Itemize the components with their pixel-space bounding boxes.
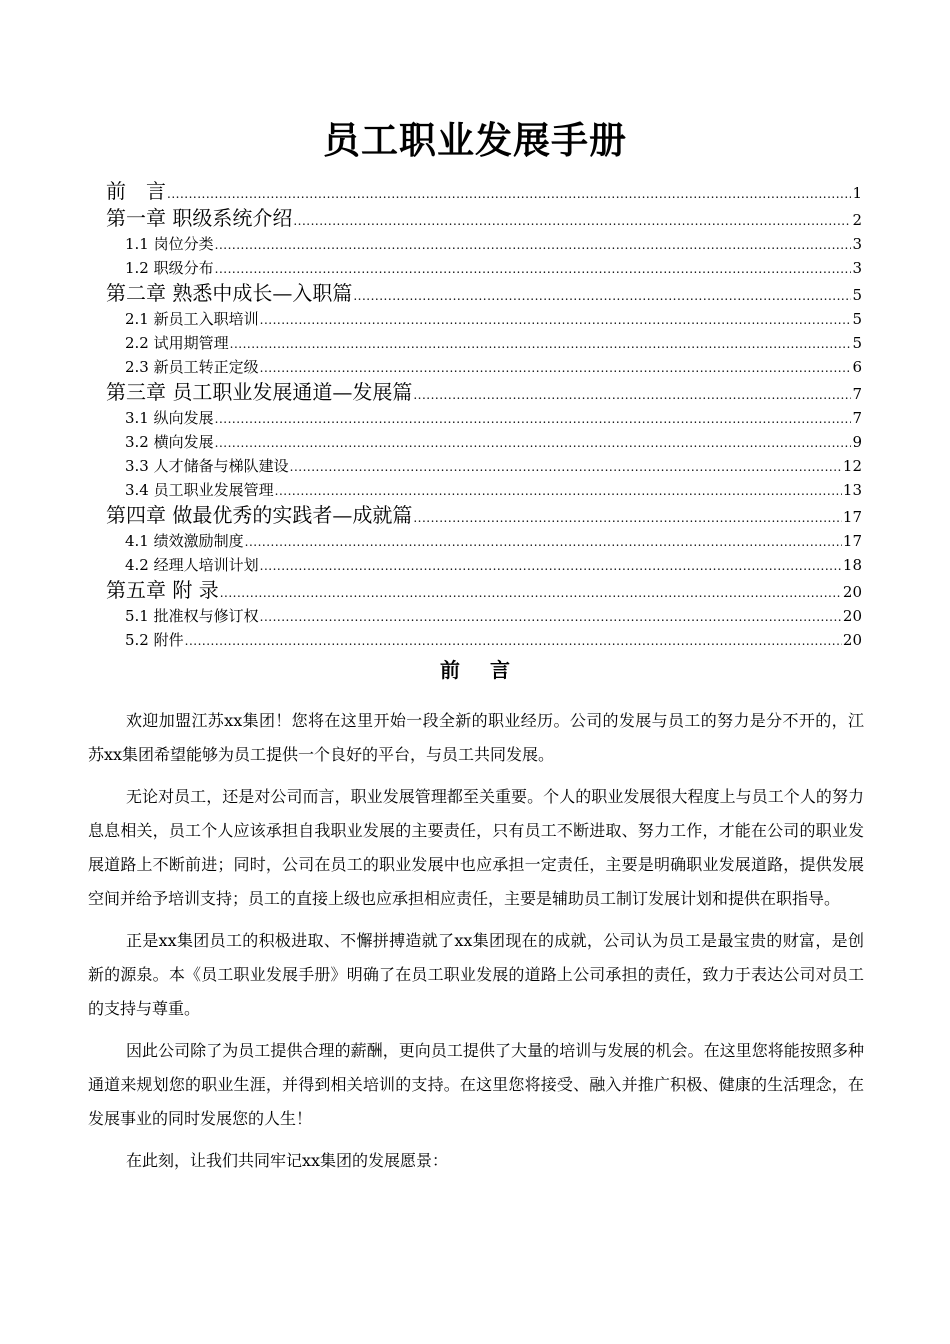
toc-entry-label: 3.3 人才储备与梯队建设 — [125, 457, 289, 475]
document-title: 员工职业发展手册 — [323, 119, 627, 162]
toc-entry[interactable] — [106, 331, 862, 355]
toc-entry-label: 3.2 横向发展 — [125, 433, 214, 451]
toc-entry-page: 20 — [842, 607, 862, 625]
toc-leader-dots — [220, 580, 842, 607]
toc-entry-label: 第三章 员工职业发展通道—发展篇 — [106, 380, 413, 404]
toc-entry-label: 1.2 职级分布 — [125, 259, 214, 277]
toc-entry-label: 5.2 附件 — [125, 631, 184, 649]
toc-leader-dots — [215, 431, 852, 455]
toc-entry[interactable] — [106, 577, 862, 604]
toc-entry[interactable] — [106, 478, 862, 502]
toc-entry-label: 4.2 经理人培训计划 — [125, 556, 259, 574]
paragraph: 在此刻，让我们共同牢记xx集团的发展愿景： — [126, 1151, 449, 1170]
toc-entry[interactable] — [106, 280, 862, 307]
paragraph: 无论对员工，还是对公司而言，职业发展管理都至关重要。个人的职业发展很大程度上与员工个人的努力息息相关，员工个人应该承担自我职业发展的主要责任，只有员工不断进取、努力工作，才能在公司的职业发展道路上不断前进；同时，公司在员工的职业发展中也应承担一定责任，主要是明确职业发展道路，提供发展空间并给予培训支持；员工的直接上级也应承担相应责任，主要是辅助员工制订发展计划和提供在职指导。 — [88, 787, 864, 908]
toc-entry[interactable] — [106, 406, 862, 430]
toc-entry-page: 5 — [852, 286, 862, 304]
toc-entry[interactable] — [106, 205, 862, 232]
toc-leader-dots — [275, 479, 842, 503]
toc-entry[interactable] — [106, 529, 862, 553]
toc-entry-label: 3.1 纵向发展 — [125, 409, 214, 427]
paragraph: 正是xx集团员工的积极进取、不懈拼搏造就了xx集团现在的成就，公司认为员工是最宝贵的财富，是创新的源泉。本《员工职业发展手册》明确了在员工职业发展的道路上公司承担的责任，致力于表达公司对员工的支持与尊重。 — [88, 931, 864, 1018]
toc-entry-label: 2.1 新员工入职培训 — [125, 310, 259, 328]
preface-body — [88, 704, 864, 1186]
toc-entry-label: 5.1 批准权与修订权 — [125, 607, 259, 625]
toc-entry[interactable] — [106, 604, 862, 628]
toc-leader-dots — [290, 455, 842, 479]
toc-leader-dots — [215, 233, 852, 257]
toc-entry-page: 18 — [842, 556, 862, 574]
toc-entry-page: 20 — [842, 631, 862, 649]
toc-entry-page: 2 — [852, 211, 862, 229]
toc-entry-page: 20 — [842, 583, 862, 601]
toc-entry[interactable] — [106, 307, 862, 331]
toc-leader-dots — [215, 407, 852, 431]
toc-entry[interactable] — [106, 502, 862, 529]
toc-entry-label: 1.1 岗位分类 — [125, 235, 214, 253]
toc-entry-page: 17 — [842, 508, 862, 526]
toc-entry-page: 3 — [852, 235, 862, 253]
toc-entry[interactable] — [106, 553, 862, 577]
toc-entry[interactable] — [106, 379, 862, 406]
toc-entry[interactable] — [106, 430, 862, 454]
toc-entry-label: 2.3 新员工转正定级 — [125, 358, 259, 376]
toc-entry-page: 1 — [852, 184, 862, 202]
toc-entry-label: 第四章 做最优秀的实践者—成就篇 — [106, 503, 413, 527]
toc-entry-page: 12 — [842, 457, 862, 475]
toc-entry-label: 第一章 职级系统介绍 — [106, 206, 293, 230]
section-title-preface: 前言 — [440, 658, 540, 682]
paragraph: 欢迎加盟江苏xx集团！您将在这里开始一段全新的职业经历。公司的发展与员工的努力是分不开的，江苏xx集团希望能够为员工提供一个良好的平台，与员工共同发展。 — [88, 711, 864, 764]
toc-entry-label: 第二章 熟悉中成长—入职篇 — [106, 281, 353, 305]
paragraph: 因此公司除了为员工提供合理的薪酬，更向员工提供了大量的培训与发展的机会。在这里您将能按照多种通道来规划您的职业生涯，并得到相关培训的支持。在这里您将接受、融入并推广积极、健康的生活理念，在发展事业的同时发展您的人生！ — [88, 1041, 864, 1128]
toc-entry-page: 7 — [852, 385, 862, 403]
toc-entry-label: 3.4 员工职业发展管理 — [125, 481, 274, 499]
toc-leader-dots — [185, 629, 842, 653]
toc-entry[interactable] — [106, 178, 862, 205]
toc-entry-page: 5 — [852, 334, 862, 352]
toc-leader-dots — [260, 554, 842, 578]
toc-entry[interactable] — [106, 232, 862, 256]
toc-leader-dots — [260, 605, 842, 629]
toc-leader-dots — [260, 356, 852, 380]
toc-entry-label: 4.1 绩效激励制度 — [125, 532, 244, 550]
toc-leader-dots — [260, 308, 852, 332]
toc-entry[interactable] — [106, 454, 862, 478]
toc-leader-dots — [413, 382, 851, 409]
toc-entry-page: 13 — [842, 481, 862, 499]
toc-entry-page: 5 — [852, 310, 862, 328]
toc-entry-page: 3 — [852, 259, 862, 277]
toc-leader-dots — [167, 181, 851, 208]
toc-entry-label: 第五章 附 录 — [106, 578, 219, 602]
toc-entry-page: 17 — [842, 532, 862, 550]
toc-entry-page: 7 — [852, 409, 862, 427]
toc-entry-label: 前 言 — [106, 179, 166, 203]
toc-entry[interactable] — [106, 628, 862, 652]
toc-leader-dots — [230, 332, 852, 356]
table-of-contents — [106, 178, 862, 652]
toc-entry-page: 9 — [852, 433, 862, 451]
toc-entry[interactable] — [106, 256, 862, 280]
toc-entry[interactable] — [106, 355, 862, 379]
toc-entry-label: 2.2 试用期管理 — [125, 334, 229, 352]
toc-leader-dots — [293, 208, 851, 235]
toc-entry-page: 6 — [852, 358, 862, 376]
toc-leader-dots — [413, 505, 842, 532]
toc-leader-dots — [245, 530, 842, 554]
toc-leader-dots — [215, 257, 852, 281]
toc-leader-dots — [353, 283, 851, 310]
